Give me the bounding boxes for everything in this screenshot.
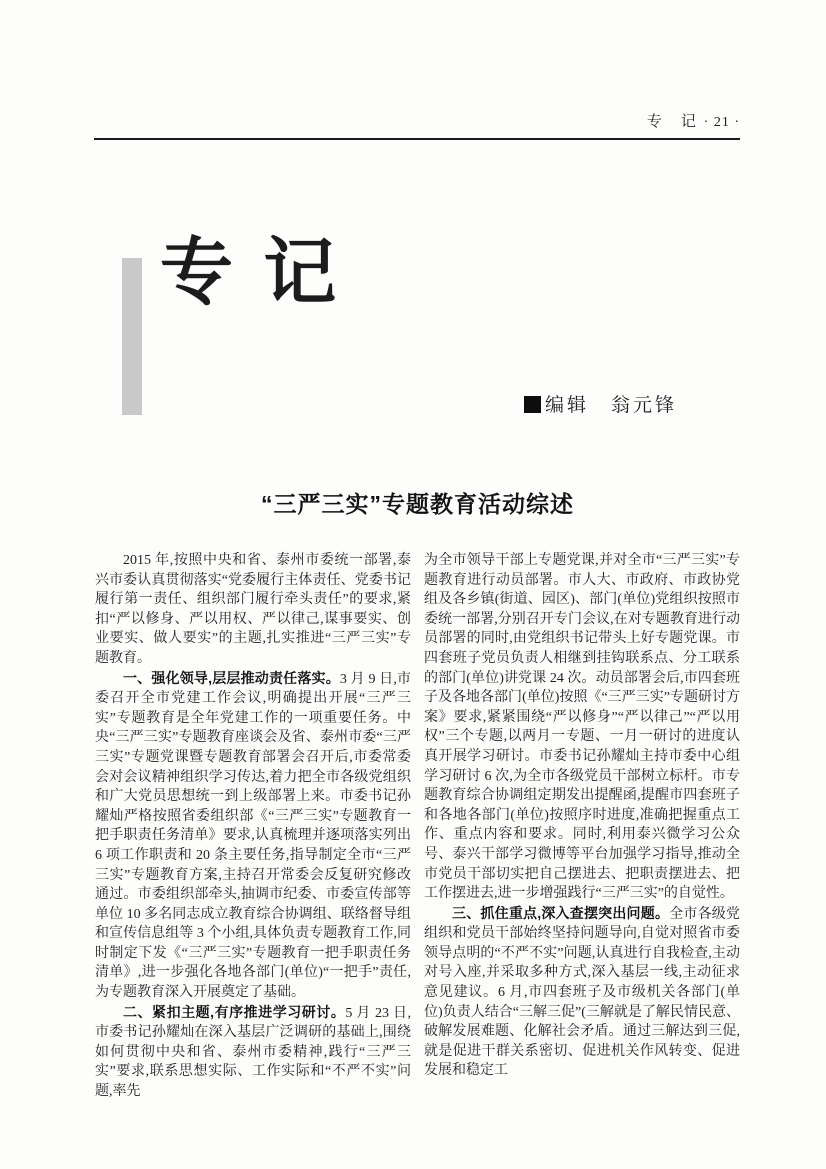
running-header	[95, 110, 740, 131]
right-column	[424, 551, 740, 1102]
article-title: “三严三实”专题教育活动综述	[261, 491, 574, 517]
editor-credit	[524, 390, 677, 417]
running-header-page-number: · 21 ·	[703, 115, 740, 130]
paragraph-lead: 一、强化领导,层层推动责任落实。	[123, 669, 340, 686]
paragraph-lead: 三、抓住重点,深入查摆突出问题。	[452, 904, 670, 921]
paragraph: 2015 年,按照中央和省、泰州市委统一部署,泰兴市委认真贯彻落实“党委履行主体责任、党委书记履行第一责任、组织部门履行牵头责任”的要求,紧扣“严以修身、严以用权、严以律己,谋事要实、创业要实、做人要实”的主题,扎实推进“三严三实”专题教育。	[95, 553, 411, 666]
left-column	[95, 551, 411, 1102]
editor-name: 翁元锋	[611, 395, 678, 416]
paragraph: 一、强化领导,层层推动责任落实。3 月 9 日,市委召开全市党建工作会议,明确提出开展“三严三实”专题教育是全年党建工作的一项重要任务。中央“三严三实”专题教育座谈会及省、泰州市委“三严三实”专题党课暨专题教育部署会召开后,市委常委会对会议精神组织学习传达,着力把全市各级党组织和广大党员思想统一到上级部署上来。市委书记孙耀灿严格按照省委组织部《“三严三实”专题教育一把手职责任务清单》要求,认真梳理并逐项落实列出 6 项工作职责和 20 条主要任务,指导制定全市“三严三实”专题教育方案,主持召开常委会反复研究修改通过。市委组织部牵头,抽调市纪委、市委宣传部等单位 10 多名同志成立教育综合协调组、联络督导组和宣传信息组等 3 个小组,具体负责专题教育工作,同时制定下发《“三严三实”专题教育一把手职责任务清单》,进一步强化各地各部门(单位)“一把手”责任,为专题教育深入开展奠定了基础。	[95, 669, 412, 1001]
header-rule	[94, 138, 740, 140]
square-bullet-icon	[524, 396, 541, 413]
paragraph: 三、抓住重点,深入查摆突出问题。全市各级党组织和党员干部始终坚持问题导向,自觉对照省市委领导点明的“不严不实”问题,认真进行自我检查,主动对号入座,并采取多种方式,深入基层一线,主动征求意见建议。6 月,市四套班子及市级机关各部门(单位)负责人结合“三解三促”(三解就是了解民情民意、破解发展难题、化解社会矛盾。通过三解达到三促,就是促进干群关系密切、促进机关作风转变、促进发展和稳定工	[424, 904, 741, 1079]
running-header-section: 专 记	[646, 114, 698, 130]
paragraph: 二、紧扣主题,有序推进学习研讨。5 月 23 日,市委书记孙耀灿在深入基层广泛调研的基础上,围绕如何贯彻中央和省、泰州市委精神,践行“三严三实”要求,联系思想实际、工作实际和“不严不实”问题,率先	[95, 1003, 412, 1100]
article-body	[95, 551, 740, 1102]
section-title: 专 记	[160, 232, 337, 313]
paragraph-lead: 二、紧扣主题,有序推进学习研讨。	[123, 1003, 346, 1020]
editor-label: 编辑	[545, 395, 590, 416]
title-accent-bar	[122, 258, 142, 415]
paragraph: 为全市领导干部上专题党课,并对全市“三严三实”专题教育进行动员部署。市人大、市政府、市政协党组及各乡镇(街道、园区)、部门(单位)党组织按照市委统一部署,分别召开专门会议,在对专题教育进行动员部署的同时,由党组织书记带头上好专题党课。市四套班子党员负责人相继到挂钩联系点、分工联系的部门(单位)讲党课 24 次。动员部署会后,市四套班子及各地各部门(单位)按照《“三严三实”专题研讨方案》要求,紧紧围绕“严以修身”“严以律己”“严以用权”三个专题,以两月一专题、一月一研讨的进度认真开展学习研讨。市委书记孙耀灿主持市委中心组学习研讨 6 次,为全市各级党员干部树立标杆。市专题教育综合协调组定期发出提醒函,提醒市四套班子和各地各部门(单位)按照序时进度,准确把握重点工作、重点内容和要求。同时,利用泰兴微学习公众号、泰兴干部学习微博等平台加强学习指导,推动全市党员干部切实把自己摆进去、把职责摆进去、把工作摆进去,进一步增强践行“三严三实”的自觉性。	[424, 553, 740, 902]
